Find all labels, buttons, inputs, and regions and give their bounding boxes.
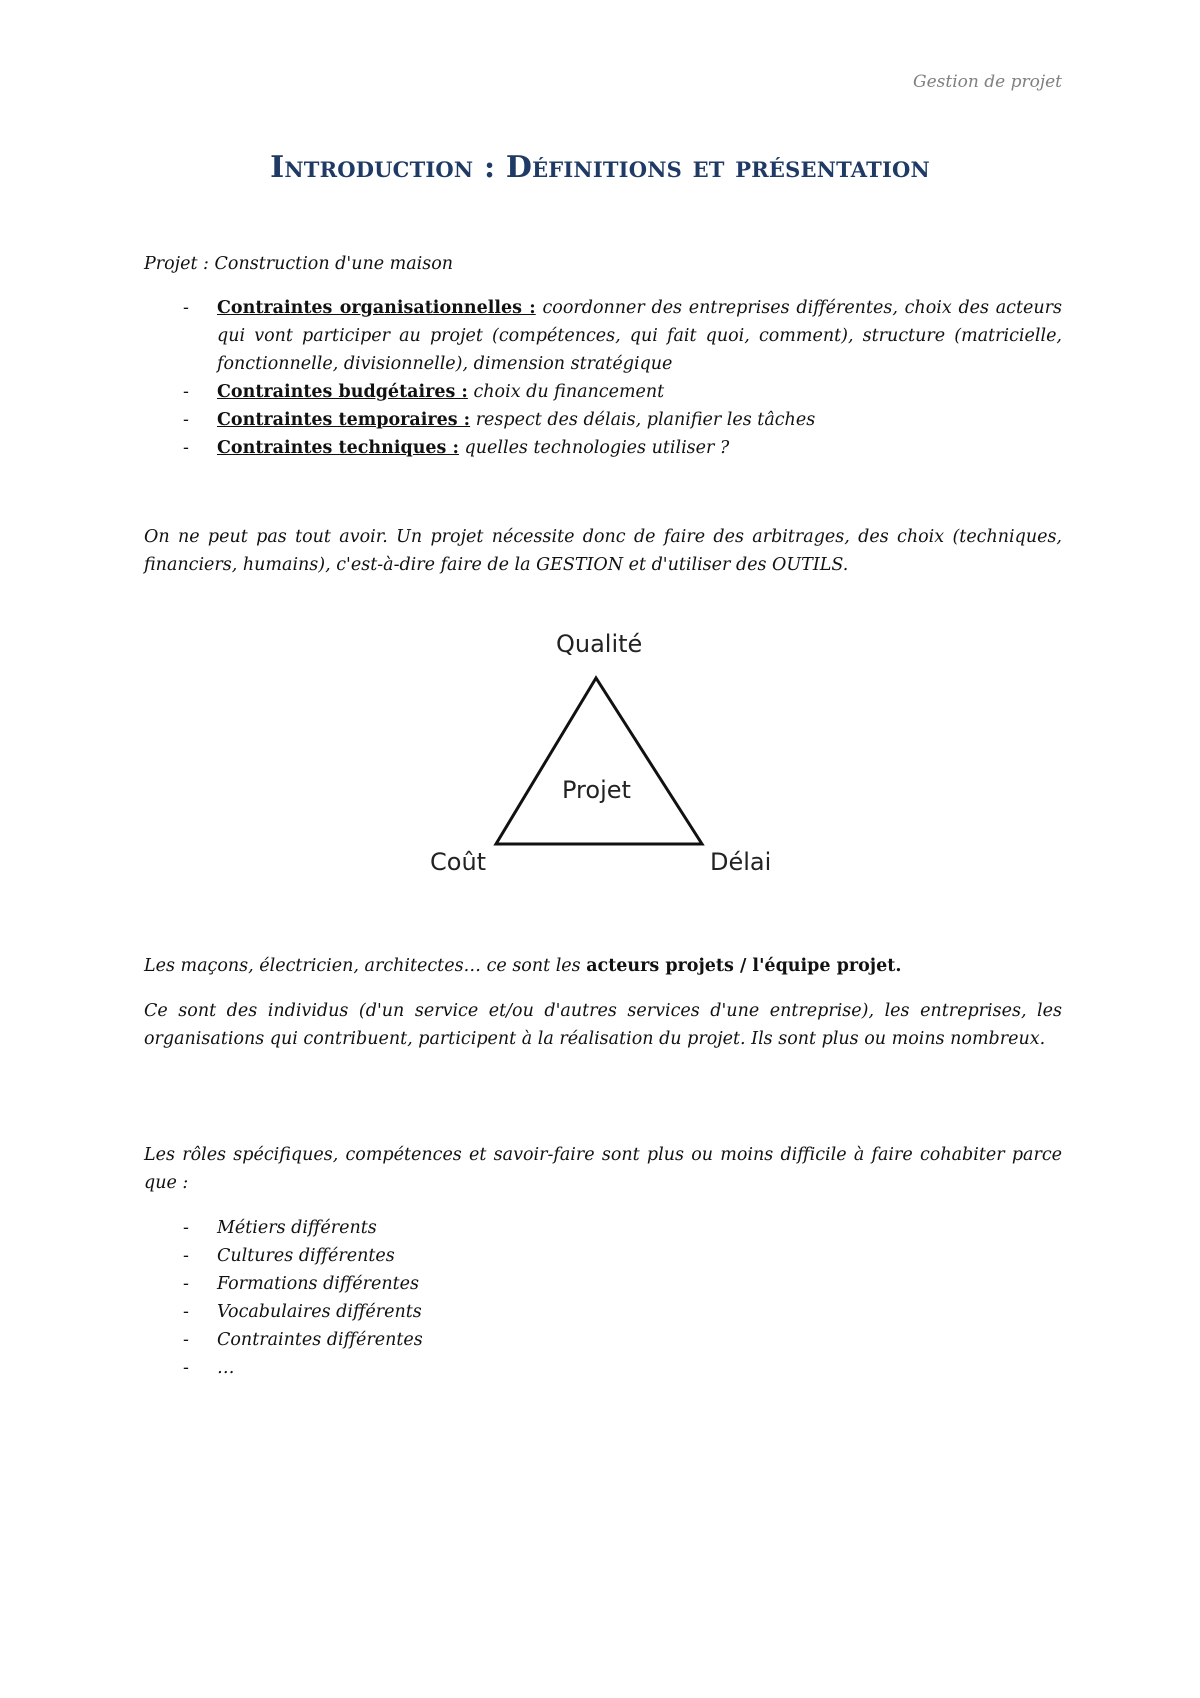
project-value: Construction d'une maison <box>214 254 454 274</box>
reason-text: Métiers différents <box>217 1218 377 1238</box>
constraint-term: Contraintes budgétaires : <box>217 382 468 402</box>
list-item <box>144 1214 1062 1242</box>
bullet-dash: - <box>183 298 189 318</box>
list-item <box>144 1354 1062 1382</box>
constraint-desc: respect des délais, planifier les tâches <box>475 410 816 430</box>
paragraph-text: Ce sont des individus (d'un service et/ou d'autres services d'une entreprise), les entreprises, les organisations qui contribuent, participent à la réalisation du projet. Ils sont plus ou moins nombreux. <box>144 1001 1062 1049</box>
paragraph-lead: Les maçons, électricien, architectes… ce sont les <box>144 956 587 976</box>
constraints-list-container <box>144 294 1062 462</box>
bullet-dash: - <box>183 1302 189 1322</box>
paragraph-text: Les rôles spécifiques, compétences et savoir-faire sont plus ou moins difficile à faire cohabiter parce que : <box>144 1145 1062 1193</box>
reason-text: Formations différentes <box>217 1274 420 1294</box>
bullet-dash: - <box>183 410 189 430</box>
reasons-list <box>144 1214 1062 1382</box>
running-header: Gestion de projet <box>913 72 1062 92</box>
constraint-desc: choix du financement <box>473 382 665 402</box>
project-line <box>144 250 1062 278</box>
constraints-list <box>144 294 1062 462</box>
reason-text: Cultures différentes <box>217 1246 395 1266</box>
list-item <box>144 406 1062 434</box>
paragraph-bold: acteurs projets / l'équipe projet. <box>586 956 902 976</box>
constraint-term: Contraintes techniques : <box>217 438 459 458</box>
label-delai: Délai <box>710 848 772 876</box>
bullet-dash: - <box>183 1358 189 1378</box>
bullet-dash: - <box>183 382 189 402</box>
label-cout: Coût <box>430 848 487 876</box>
bullet-dash: - <box>183 1330 189 1350</box>
list-item <box>144 378 1062 406</box>
reason-text: Vocabulaires différents <box>217 1302 422 1322</box>
bullet-dash: - <box>183 1274 189 1294</box>
paragraph-acteurs <box>144 952 1062 980</box>
constraint-term: Contraintes organisationnelles : <box>217 298 536 318</box>
reason-text: Contraintes différentes <box>217 1330 423 1350</box>
list-item <box>144 434 1062 462</box>
list-item <box>144 294 1062 378</box>
reasons-list-container <box>144 1214 1062 1382</box>
list-item <box>144 1326 1062 1354</box>
constraint-desc: quelles technologies utiliser ? <box>464 438 730 458</box>
bullet-dash: - <box>183 1218 189 1238</box>
paragraph-arbitrages <box>144 523 1062 579</box>
label-qualite: Qualité <box>556 630 643 658</box>
bullet-dash: - <box>183 1246 189 1266</box>
list-item <box>144 1298 1062 1326</box>
project-triangle-diagram <box>420 630 790 900</box>
bullet-dash: - <box>183 438 189 458</box>
constraint-desc: coordonner des entreprises différentes, choix des acteurs qui vont participer au projet (compétences, qui fait quoi, comment), structure (matricielle, fonctionnelle, divisionnelle), dimension stratégique <box>217 298 1062 374</box>
page-title: Introduction : Définitions et présentation <box>270 150 930 185</box>
list-item <box>144 1270 1062 1298</box>
label-projet: Projet <box>562 776 631 804</box>
paragraph-text: On ne peut pas tout avoir. Un projet nécessite donc de faire des arbitrages, des choix (techniques, financiers, humains), c'est-à-dire faire de la GESTION et d'utiliser des OUTILS. <box>144 527 1062 575</box>
project-label: Projet : <box>144 254 209 274</box>
paragraph-individus <box>144 997 1062 1053</box>
reason-text: … <box>217 1358 235 1378</box>
list-item <box>144 1242 1062 1270</box>
paragraph-roles <box>144 1141 1062 1197</box>
constraint-term: Contraintes temporaires : <box>217 410 471 430</box>
